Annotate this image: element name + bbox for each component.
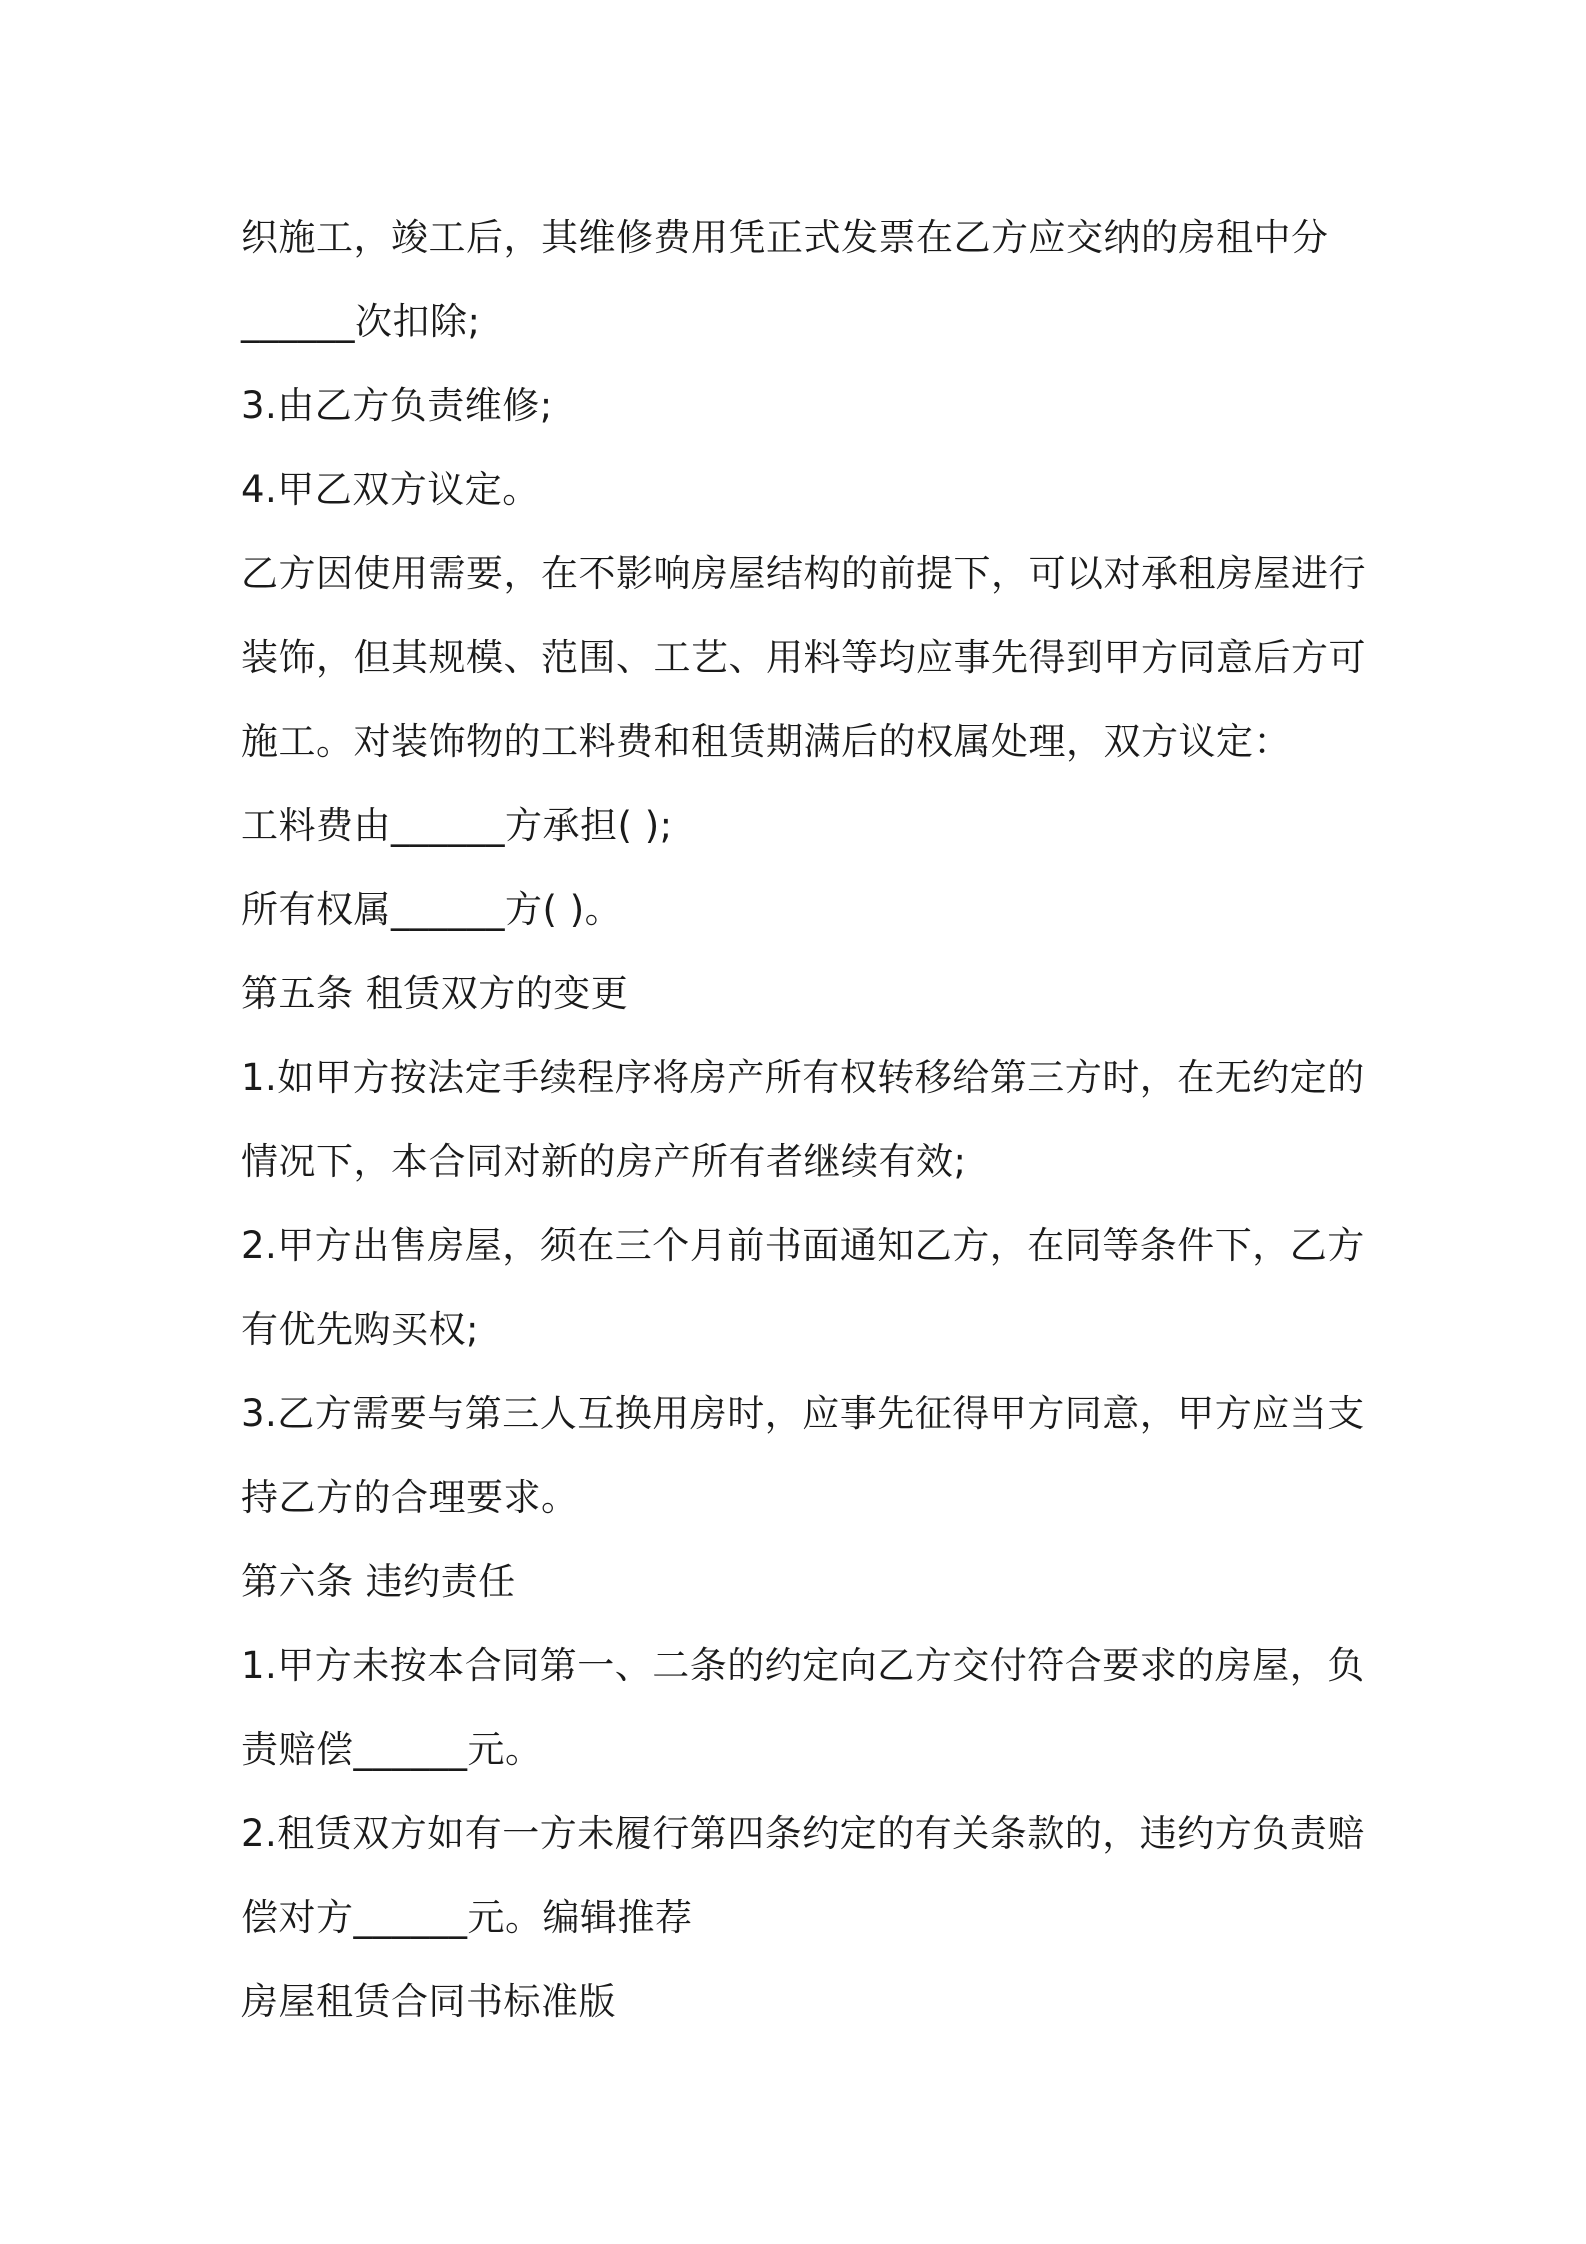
text-line: 装饰，但其规模、范围、工艺、用料等均应事先得到甲方同意后方可	[241, 636, 1366, 679]
text-line: 乙方因使用需要，在不影响房屋结构的前提下，可以对承租房屋进行	[241, 552, 1366, 595]
list-item: 1.如甲方按法定手续程序将房产所有权转移给第三方时，在无约定的	[241, 1056, 1365, 1099]
list-item: 4.甲乙双方议定。	[241, 468, 540, 511]
text-line: ______次扣除;	[241, 300, 481, 343]
document-body	[241, 196, 1366, 2044]
list-item: 3.乙方需要与第三人互换用房时，应事先征得甲方同意，甲方应当支	[241, 1392, 1365, 1435]
text-line: 偿对方______元。编辑推荐	[241, 1896, 693, 1939]
text-line: 有优先购买权;	[241, 1308, 479, 1351]
list-item: 1.甲方未按本合同第一、二条的约定向乙方交付符合要求的房屋，负	[241, 1644, 1365, 1687]
section-heading: 第六条 违约责任	[241, 1560, 516, 1603]
text-line: 施工。对装饰物的工料费和租赁期满后的权属处理，双方议定：	[241, 720, 1291, 763]
list-item: 2.租赁双方如有一方未履行第四条约定的有关条款的，违约方负责赔	[241, 1812, 1365, 1855]
list-item: 2.甲方出售房屋，须在三个月前书面通知乙方，在同等条件下，乙方	[241, 1224, 1365, 1267]
text-line: 所有权属______方( )。	[241, 888, 623, 931]
text-line: 织施工，竣工后，其维修费用凭正式发票在乙方应交纳的房租中分	[241, 216, 1329, 259]
section-heading: 第五条 租赁双方的变更	[241, 972, 629, 1015]
text-line: 责赔偿______元。	[241, 1728, 543, 1771]
text-line: 持乙方的合理要求。	[241, 1476, 579, 1519]
list-item: 3.由乙方负责维修;	[241, 384, 553, 427]
document-title: 房屋租赁合同书标准版	[241, 1980, 616, 2023]
text-line: 工料费由______方承担( );	[241, 804, 673, 847]
text-line: 情况下，本合同对新的房产所有者继续有效;	[241, 1140, 967, 1183]
